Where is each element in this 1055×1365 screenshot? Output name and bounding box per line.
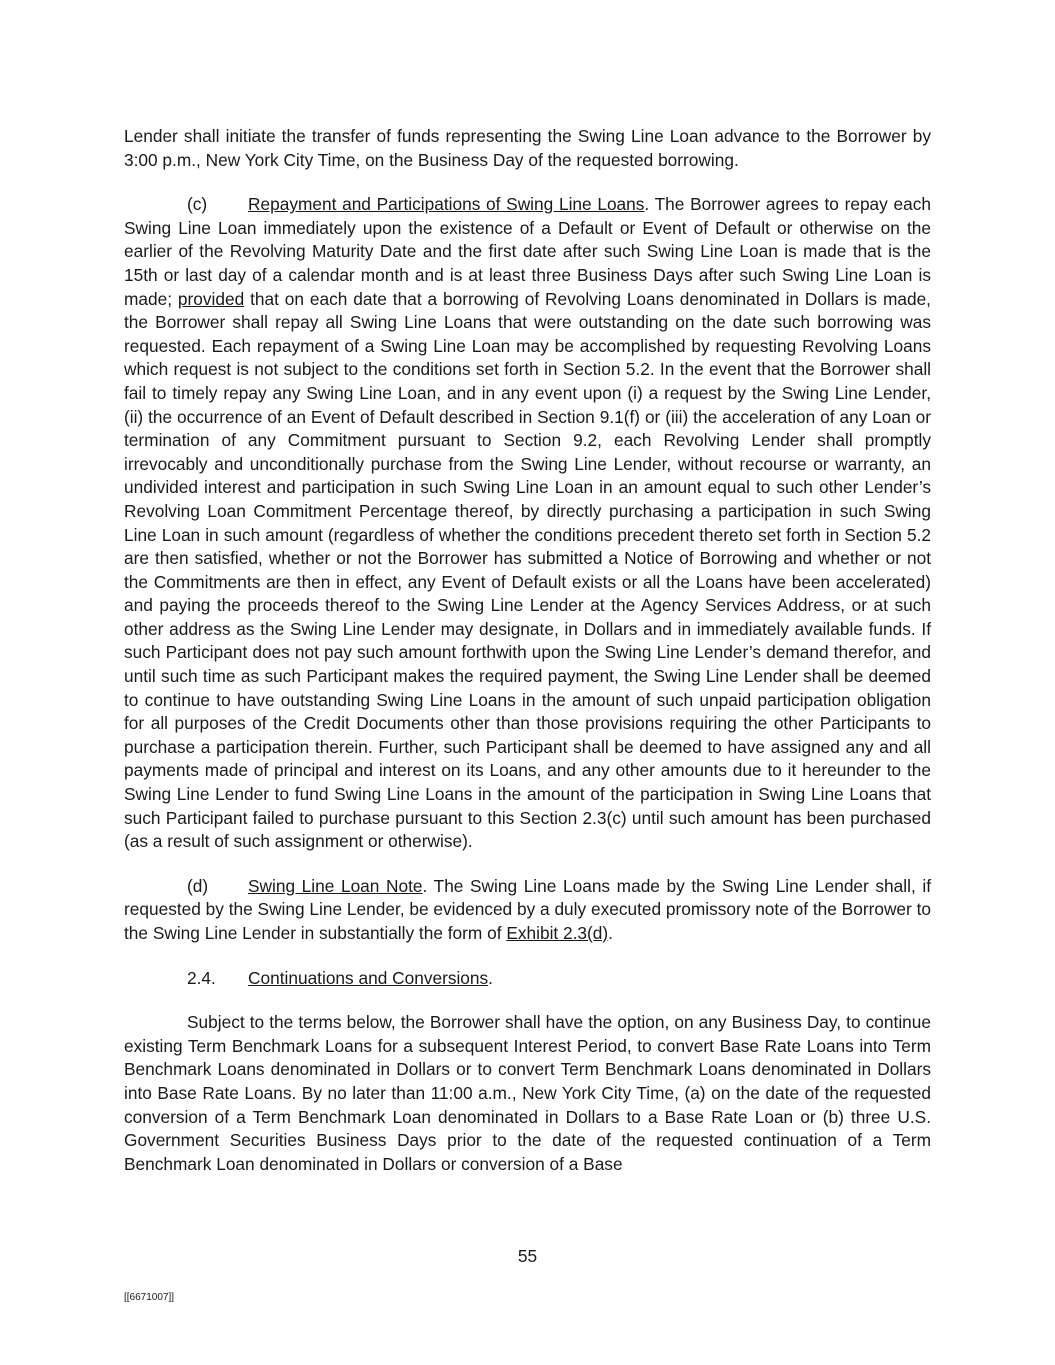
exhibit-reference: Exhibit 2.3(d) bbox=[506, 923, 609, 943]
page-number: 55 bbox=[517, 1246, 538, 1266]
document-body bbox=[124, 125, 931, 1197]
paragraph-c bbox=[124, 193, 931, 854]
provided-term: provided bbox=[177, 288, 245, 309]
subsection-title-d: Swing Line Loan Note bbox=[248, 875, 423, 896]
subsection-label-d: (d) bbox=[187, 875, 209, 896]
section-number: 2.4. bbox=[187, 967, 216, 988]
subsection-title-c: Repayment and Participations of Swing Line Loans bbox=[248, 194, 645, 215]
paragraph-c-text-2: that on each date that a borrowing of Revolving Loans denominated in Dollars is made, the Borrower shall repay all Swing Line Loans that were outstanding on the date such borrowing was requested. Each repayment of a Swing Line Loan may be accomplished by requesting Revolving Loans which request is not subject to the conditions set forth in Section 5.2. In the event that the Borrower shall fail to timely repay any Swing Line Loan, and in any event upon (i) a request by the Swing Line Lender, (ii) the occurrence of an Event of Default described in Section 9.1(f) or (iii) the acceleration of any Loan or termination of any Commitment pursuant to Section 9.2, each Revolving Lender shall promptly irrevocably and unconditionally purchase from the Swing Line Lender, without recourse or warranty, an undivided interest and participation in such Swing Line Loan in an amount equal to such other Lender’s Revolving Loan Commitment Percentage thereof, by directly purchasing a participation in such Swing Line Loan in such amount (regardless of whether the conditions precedent thereto set forth in Section 5.2 are then satisfied, whether or not the Borrower has submitted a Notice of Borrowing and whether or not the Commitments are then in effect, any Event of Default exists or all the Loans have been accelerated) and paying the proceeds thereof to the Swing Line Lender at the Agency Services Address, or at such other address as the Swing Line Lender may designate, in Dollars and in immediately available funds. If such Participant does not pay such amount forthwith upon the Swing Line Lender’s demand therefor, and until such time as such Participant makes the required payment, the Swing Line Lender shall be deemed to continue to have outstanding Swing Line Loans in the amount of such unpaid participation obligation for all purposes of the Credit Documents other than those provisions requiring the other Participants to purchase a participation therein. Further, such Participant shall be deemed to have assigned any and all payments made of principal and interest on its Loans, and any other amounts due to it hereunder to the Swing Line Lender to fund Swing Line Loans in the amount of the participation in Swing Line Loans that such Participant failed to purchase pursuant to this Section 2.3(c) until such amount has been purchased (as a result of such assignment or otherwise). bbox=[124, 288, 931, 852]
section-heading-2-4 bbox=[124, 967, 931, 991]
paragraph-c-text-1: . The Borrower agrees to repay each Swing Line Loan immediately upon the existence of a Default or Event of Default or otherwise on the earlier of the Revolving Maturity Date and the first date after such Swing Line Loan is made that is the 15th or last day of a calendar month and is at least three Business Days after such Swing Line Loan is made; bbox=[124, 194, 931, 309]
document-id-footer: [[6671007]] bbox=[124, 1292, 175, 1303]
section-title-end: . bbox=[488, 967, 493, 988]
paragraph-d-text-1: . The Swing Line Loans made by the Swing Line Lender shall, if requested by the Swing Line Lender, be evidenced by a duly executed promissory note of the Borrower to the Swing Line Lender in substantially the form of bbox=[124, 875, 932, 943]
paragraph-d-text-2: . bbox=[608, 923, 613, 943]
section-title: Continuations and Conversions bbox=[248, 967, 489, 988]
paragraph-continuation: Lender shall initiate the transfer of funds representing the Swing Line Loan advance to the Borrower by 3:00 p.m., New York City Time, on the Business Day of the requested borrowing. bbox=[124, 126, 931, 170]
subsection-label-c: (c) bbox=[187, 194, 208, 215]
paragraph-continuations: Subject to the terms below, the Borrower shall have the option, on any Business Day, to continue existing Term Benchmark Loans for a subsequent Interest Period, to convert Base Rate Loans into Term Benchmark Loans denominated in Dollars or to convert Term Benchmark Loans denominated in Dollars into Base Rate Loans. By no later than 11:00 a.m., New York City Time, (a) on the date of the requested conversion of a Term Benchmark Loan denominated in Dollars to a Base Rate Loan or (b) three U.S. Government Securities Business Days prior to the date of the requested continuation of a Term Benchmark Loan denominated in Dollars or conversion of a Base bbox=[124, 1012, 931, 1174]
paragraph-d bbox=[124, 875, 931, 946]
